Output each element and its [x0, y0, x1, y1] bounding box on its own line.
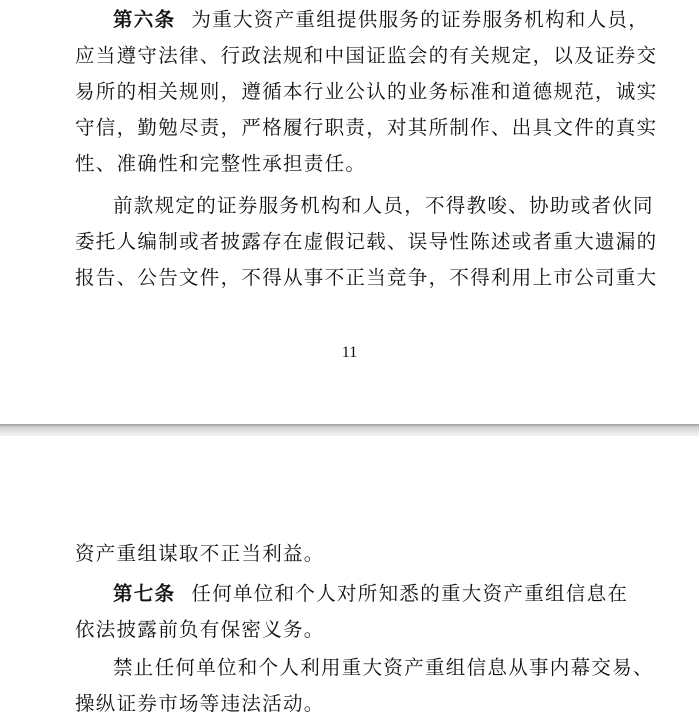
paragraph2-line-3: 报告、公告文件，不得从事不正当竞争，不得利用上市公司重大	[75, 266, 658, 289]
article6-first-line	[113, 2, 650, 38]
prohibition-line-2: 操纵证券市场等违法活动。	[75, 692, 325, 715]
article7-first-line	[113, 576, 635, 612]
article7-label: 第七条	[113, 582, 176, 605]
article6-line-4: 守信，勤勉尽责，严格履行职责，对其所制作、出具文件的真实	[75, 116, 658, 139]
article7-line-1: 任何单位和个人对所知悉的重大资产重组信息在	[191, 582, 629, 605]
page-number: 11	[341, 344, 358, 361]
paragraph2-line-2: 委托人编制或者披露存在虚假记载、误导性陈述或者重大遗漏的	[75, 230, 658, 253]
article7-line-2: 依法披露前负有保密义务。	[75, 618, 325, 641]
article6-label: 第六条	[113, 8, 176, 31]
article6-line-3: 易所的相关规则，遵循本行业公认的业务标准和道德规范，诚实	[75, 80, 658, 103]
continuation-line: 资产重组谋取不正当利益。	[75, 542, 325, 565]
article6-line-1: 为重大资产重组提供服务的证券服务机构和人员，	[191, 8, 650, 31]
prohibition-line-1: 禁止任何单位和个人利用重大资产重组信息从事内幕交易、	[113, 656, 654, 679]
paragraph2-line-1: 前款规定的证券服务机构和人员，不得教唆、协助或者伙同	[113, 194, 654, 217]
document-page-bottom	[0, 436, 699, 718]
article6-line-2: 应当遵守法律、行政法规和中国证监会的有关规定，以及证券交	[75, 44, 658, 67]
page-separator	[0, 424, 699, 436]
article6-line-5: 性、准确性和完整性承担责任。	[75, 152, 367, 175]
